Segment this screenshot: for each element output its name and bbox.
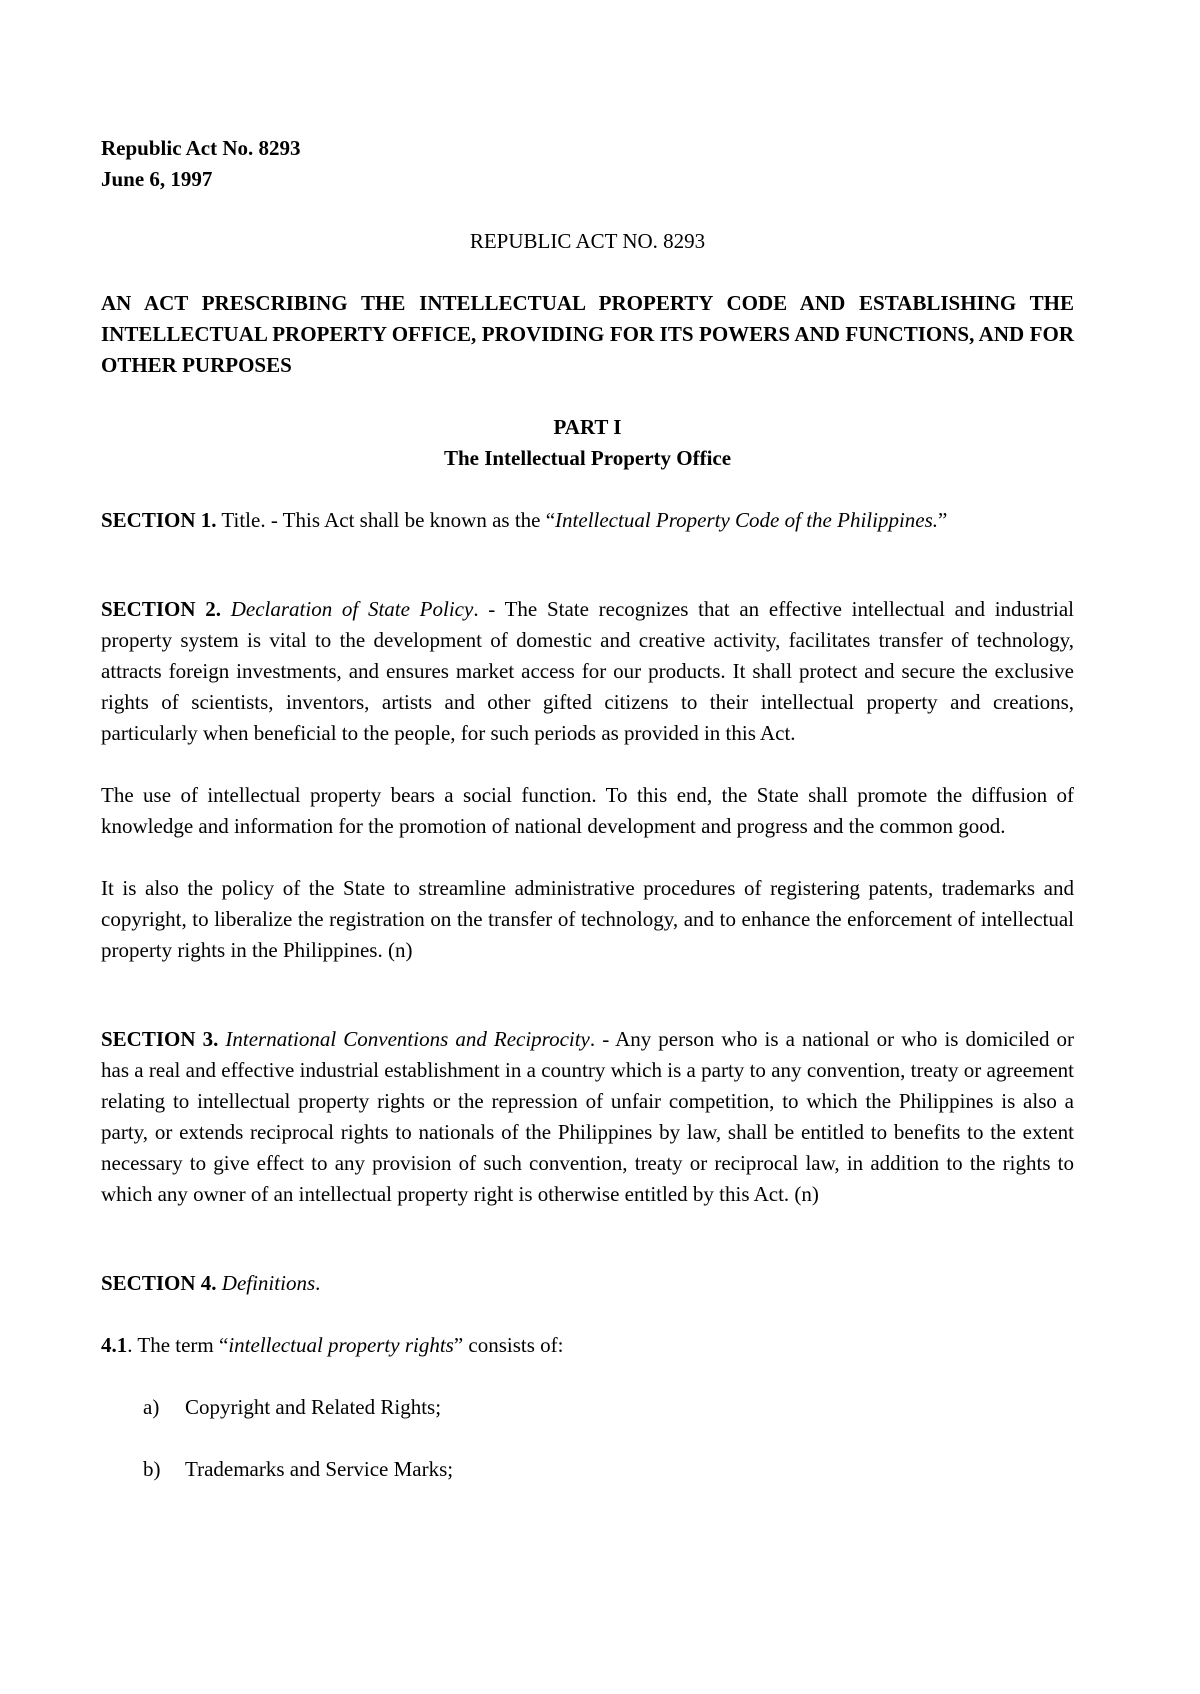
document-body	[101, 133, 1074, 1485]
subsection-4-1-label: 4.1	[101, 1333, 128, 1357]
list-item-text: Copyright and Related Rights;	[185, 1395, 442, 1419]
list-marker: b)	[143, 1457, 161, 1481]
section-3-heading: International Conventions and Reciprocity	[225, 1027, 590, 1051]
section-1-text: Title. - This Act shall be known as the “	[216, 508, 556, 532]
subsection-4-1-italic: intellectual property rights	[228, 1333, 454, 1357]
list-item	[101, 1454, 1074, 1485]
date-line: June 6, 1997	[101, 167, 213, 191]
section-1-label: SECTION 1.	[101, 508, 217, 532]
section-4-label: SECTION 4.	[101, 1271, 217, 1295]
list-item	[101, 1392, 1074, 1423]
subsection-4-1	[101, 1330, 1074, 1361]
section-1-italic: Intellectual Property Code of the Philippines.	[555, 508, 939, 532]
section-1	[101, 505, 1074, 536]
act-number-title: REPUBLIC ACT NO. 8293	[469, 229, 706, 253]
section-4-heading: Definitions	[221, 1271, 316, 1295]
section-3-label: SECTION 3.	[101, 1027, 219, 1051]
long-title: AN ACT PRESCRIBING THE INTELLECTUAL PROPERTY CODE AND ESTABLISHING THE INTELLECTUAL PROPERTY OFFICE, PROVIDING FOR ITS POWERS AND FUNCTIONS, AND FOR OTHER PURPOSES	[101, 291, 1074, 377]
section-3	[101, 1024, 1074, 1210]
section-1-close-quote: ”	[938, 508, 948, 532]
subsection-4-1-text: . The term “	[127, 1333, 229, 1357]
part-label: PART I	[553, 415, 622, 439]
subsection-4-1-text-end: ” consists of:	[453, 1333, 564, 1357]
section-2-label: SECTION 2.	[101, 597, 221, 621]
section-2-text: . - The State recognizes that an effective intellectual and industrial property system is vital to the development of domestic and creative activity, facilitates transfer of technology, attracts foreign investments, and ensures market access for our products. It shall protect and secure the exclusive rights of scientists, inventors, artists and other gifted citizens to their intellectual property and creations, particularly when beneficial to the people, for such periods as provided in this Act.	[101, 597, 1075, 745]
section-3-text: . - Any person who is a national or who is domiciled or has a real and effective industrial establishment in a country which is a party to any convention, treaty or agreement relating to intellectual property rights or the repression of unfair competition, to which the Philippines is also a party, or extends reciprocal rights to nationals of the Philippines by law, shall be entitled to benefits to the extent necessary to give effect to any provision of such convention, treaty or reciprocal law, in addition to the rights to which any owner of an intellectual property right is otherwise entitled by this Act. (n)	[101, 1027, 1075, 1206]
section-2-para-1	[101, 594, 1074, 749]
part-heading: The Intellectual Property Office	[443, 446, 732, 470]
section-2-para-2: The use of intellectual property bears a social function. To this end, the State shall promote the diffusion of knowledge and information for the promotion of national development and progress and the common good.	[101, 783, 1074, 838]
section-4-heading-end: .	[315, 1271, 321, 1295]
act-line: Republic Act No. 8293	[101, 136, 301, 160]
section-2-heading: Declaration of State Policy	[230, 597, 474, 621]
section-4	[101, 1268, 1074, 1299]
list-marker: a)	[143, 1395, 160, 1419]
list-item-text: Trademarks and Service Marks;	[185, 1457, 454, 1481]
section-2-para-3: It is also the policy of the State to streamline administrative procedures of registering patents, trademarks and copyright, to liberalize the registration on the transfer of technology, and to enhance the enforcement of intellectual property rights in the Philippines. (n)	[101, 876, 1074, 962]
